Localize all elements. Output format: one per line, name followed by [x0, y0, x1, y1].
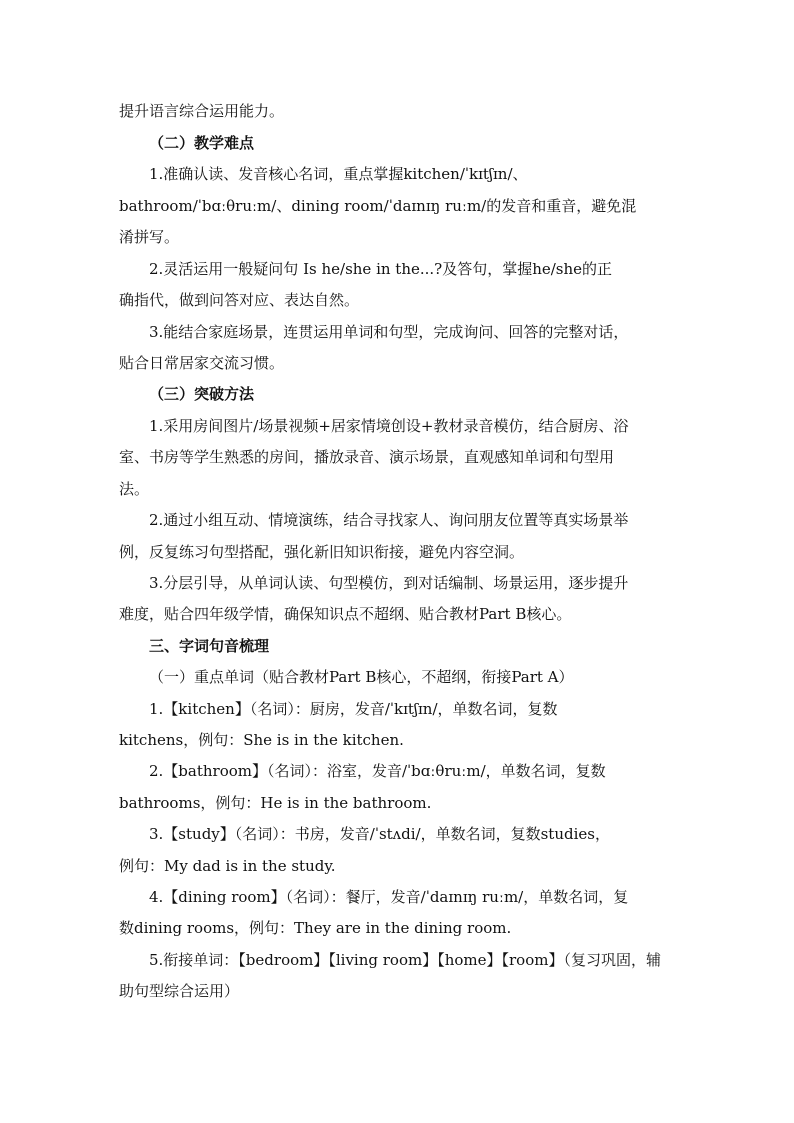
paragraph-line: 提升语言综合运用能力。	[119, 102, 285, 120]
paragraph-line: kitchens，例句：She is in the kitchen.	[119, 731, 404, 749]
paragraph-line: 贴合日常居家交流习惯。	[119, 354, 285, 372]
paragraph-line: bathrooms，例句：He is in the bathroom.	[119, 794, 432, 812]
paragraph-line: 2.灵活运用一般疑问句 Is he/she in the...?及答句，掌握he/she的正	[149, 260, 613, 278]
paragraph-line: 1.【kitchen】（名词）：厨房，发音/ˈkɪtʃɪn/，单数名词，复数	[149, 700, 558, 718]
subsection-heading: （一）重点单词（贴合教材Part B核心，不超纲，衔接Part A）	[149, 668, 574, 686]
paragraph-line: 室、书房等学生熟悉的房间，播放录音、演示场景，直观感知单词和句型用	[119, 448, 615, 466]
paragraph-line: 4.【dining room】（名词）：餐厅，发音/ˈdaɪnɪŋ ruːm/，单数名词，复	[149, 888, 629, 906]
paragraph-line: 法。	[119, 480, 150, 498]
paragraph-line: 1.采用房间图片/场景视频+居家情境创设+教材录音模仿，结合厨房、浴	[149, 417, 629, 435]
paragraph-line: 例句：My dad is in the study.	[119, 857, 336, 875]
paragraph-line: 2.【bathroom】（名词）：浴室，发音/ˈbɑːθruːm/，单数名词，复数	[149, 762, 606, 780]
section-heading: （二）教学难点	[149, 134, 255, 152]
section-heading: （三）突破方法	[149, 385, 255, 403]
paragraph-line: 3.能结合家庭场景，连贯运用单词和句型，完成询问、回答的完整对话，	[149, 323, 629, 341]
paragraph-line: 数dining rooms，例句：They are in the dining room.	[119, 919, 512, 937]
paragraph-line: 难度，贴合四年级学情，确保知识点不超纲、贴合教材Part B核心。	[119, 605, 572, 623]
paragraph-line: 2.通过小组互动、情境演练，结合寻找家人、询问朋友位置等真实场景举	[149, 511, 629, 529]
paragraph-line: 助句型综合运用）	[119, 982, 240, 1000]
paragraph-line: 淆拼写。	[119, 228, 180, 246]
paragraph-line: 3.【study】（名词）：书房，发音/ˈstʌdi/，单数名词，复数studies，	[149, 825, 610, 843]
paragraph-line: 例，反复练习句型搭配，强化新旧知识衔接，避免内容空洞。	[119, 543, 525, 561]
paragraph-line: 确指代，做到问答对应、表达自然。	[119, 291, 360, 309]
paragraph-line: bathroom/ˈbɑːθruːm/、dining room/ˈdaɪnɪŋ ruːm/的发音和重音，避免混	[119, 197, 637, 215]
paragraph-line: 1.准确认读、发音核心名词，重点掌握kitchen/ˈkɪtʃɪn/、	[149, 165, 528, 183]
paragraph-line: 5.衔接单词：【bedroom】【living room】【home】【room】（复习巩固，辅	[149, 951, 661, 969]
section-heading: 三、字词句音梳理	[149, 637, 270, 655]
paragraph-line: 3.分层引导，从单词认读、句型模仿，到对话编制、场景运用，逐步提升	[149, 574, 629, 592]
